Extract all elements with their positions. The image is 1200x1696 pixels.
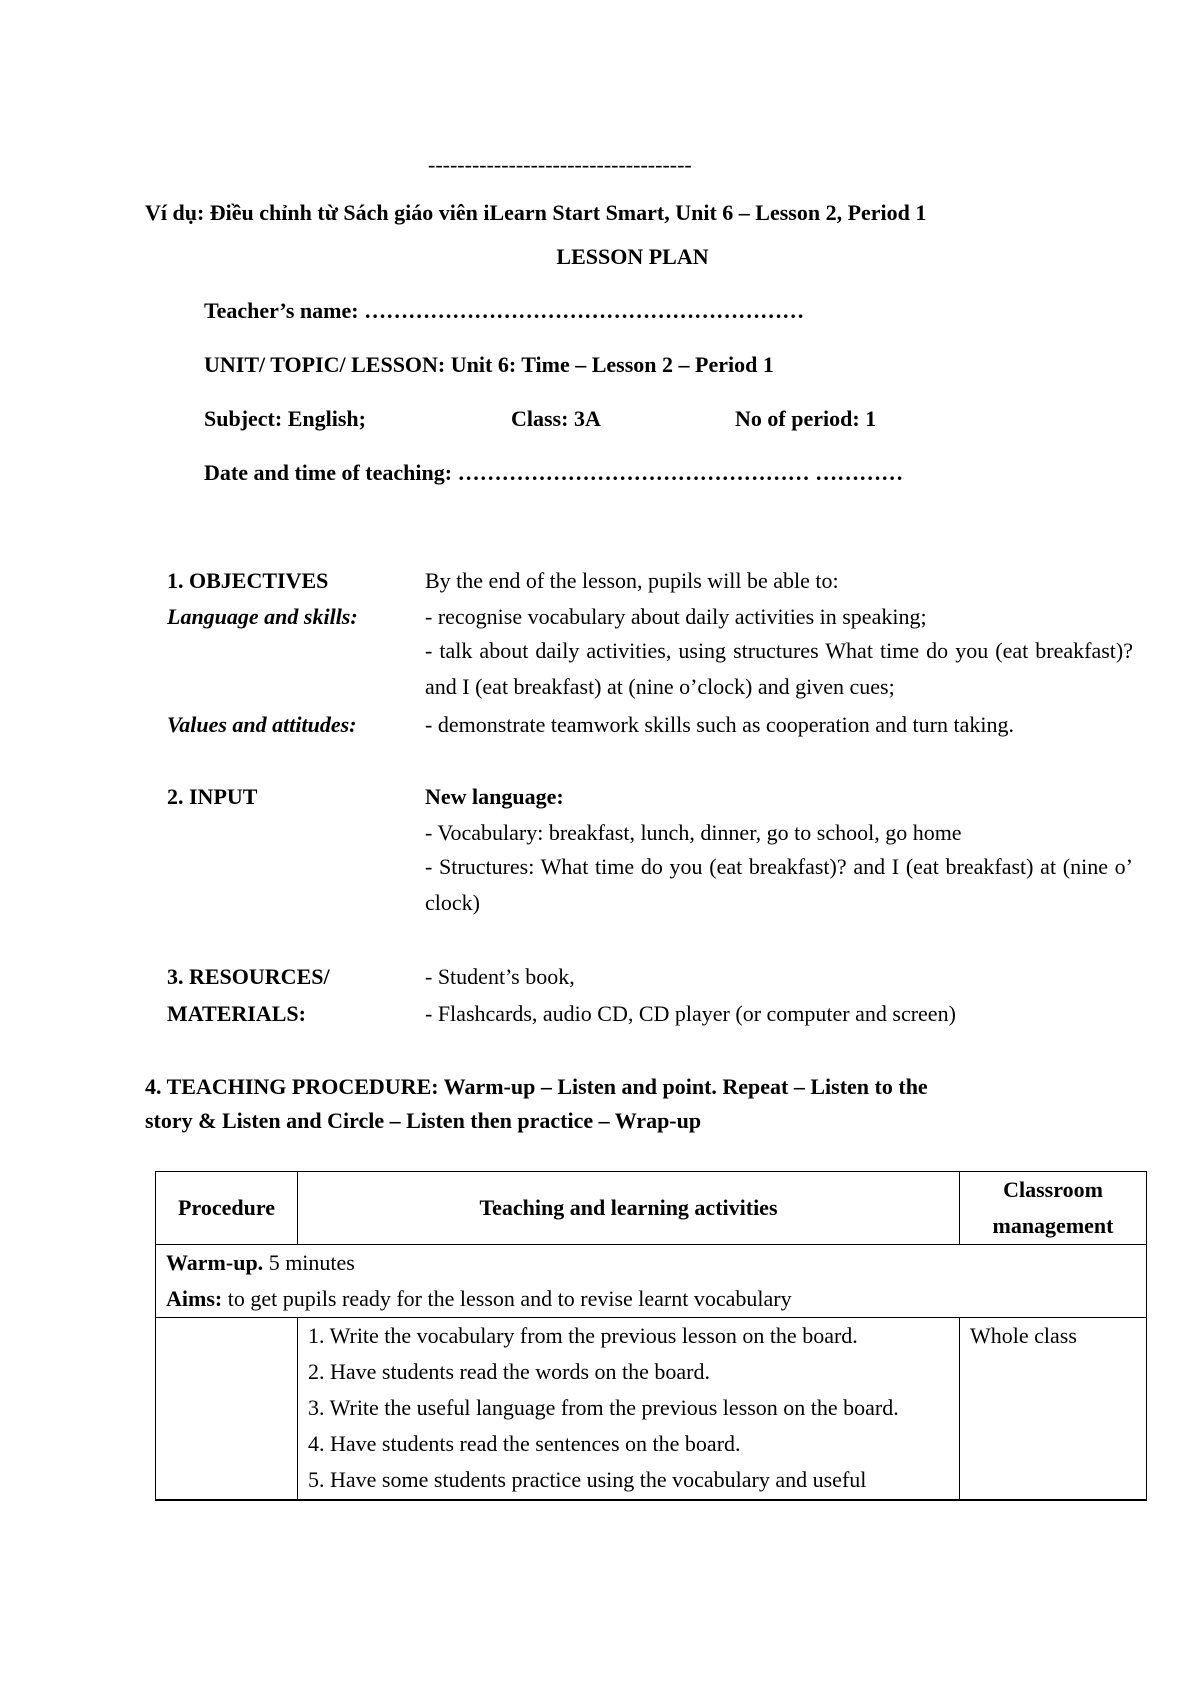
class-label: Class: 3A — [511, 406, 601, 431]
structures-line: - Structures: What time do you (eat breakfast)? and I (eat breakfast) at (nine o’ clock) — [425, 854, 1133, 915]
separator-line: ------------------------------------ — [428, 152, 692, 177]
column-header-procedure: Procedure — [156, 1172, 298, 1245]
new-language-label: New language: — [425, 784, 564, 809]
input-heading: 2. INPUT — [167, 784, 258, 809]
values-attitudes-label: Values and attitudes: — [167, 712, 357, 737]
procedure-table — [155, 1171, 1147, 1501]
objectives-intro: By the end of the lesson, pupils will be able to: — [425, 568, 839, 593]
lesson-plan-title: LESSON PLAN — [556, 244, 709, 269]
list-item: 3. Write the useful language from the previous lesson on the board. — [308, 1395, 899, 1420]
vocabulary-line: - Vocabulary: breakfast, lunch, dinner, go to school, go home — [425, 820, 962, 845]
procedure-heading: 4. TEACHING PROCEDURE: Warm-up – Listen and point. Repeat – Listen to the — [145, 1074, 928, 1099]
example-title: Ví dụ: Điều chỉnh từ Sách giáo viên iLearn Start Smart, Unit 6 – Lesson 2, Period 1 — [145, 200, 927, 225]
resources-heading-cont: MATERIALS: — [167, 1001, 306, 1026]
objectives-heading: 1. OBJECTIVES — [167, 568, 329, 593]
procedure-cell — [156, 1318, 298, 1501]
objective-item: - recognise vocabulary about daily activities in speaking; — [425, 604, 927, 629]
column-header-management — [960, 1172, 1147, 1245]
objective-item: - demonstrate teamwork skills such as cooperation and turn taking. — [425, 712, 1014, 737]
management-cell — [960, 1318, 1147, 1501]
periods-label: No of period: 1 — [735, 406, 877, 431]
stage-row — [156, 1245, 1147, 1318]
column-header-management-line: management — [992, 1213, 1114, 1238]
procedure-heading-cont: story & Listen and Circle – Listen then practice – Wrap-up — [145, 1108, 702, 1133]
resource-item: - Flashcards, audio CD, CD player (or computer and screen) — [425, 1001, 956, 1026]
aims-label: Aims: — [166, 1286, 223, 1311]
table-row — [156, 1318, 1147, 1501]
warmup-line — [166, 1245, 1136, 1281]
subject-label: Subject: English; — [204, 406, 366, 431]
aims-text: to get pupils ready for the lesson and to revise learnt vocabulary — [222, 1286, 792, 1311]
list-item: 5. Have some students practice using the vocabulary and useful — [308, 1467, 867, 1492]
objective-item: - talk about daily activities, using structures What time do you (eat breakfast)? and I (eat breakfast) at (nine o’clock) and given cues; — [425, 638, 1133, 699]
aims-line — [166, 1281, 1136, 1317]
unit-topic-line: UNIT/ TOPIC/ LESSON: Unit 6: Time – Lesson 2 – Period 1 — [204, 352, 774, 377]
list-item: 2. Have students read the words on the board. — [308, 1359, 711, 1384]
resources-heading: 3. RESOURCES/ — [167, 964, 330, 989]
teacher-name-line: Teacher’s name: …………………………………………………… — [204, 298, 805, 323]
table-header-row — [156, 1172, 1147, 1245]
list-item: 4. Have students read the sentences on the board. — [308, 1431, 741, 1456]
warmup-time: 5 minutes — [263, 1250, 355, 1275]
language-skills-label: Language and skills: — [167, 604, 358, 629]
resource-item: - Student’s book, — [425, 964, 575, 989]
list-item: 1. Write the vocabulary from the previous lesson on the board. — [308, 1323, 858, 1348]
column-header-activities: Teaching and learning activities — [298, 1172, 960, 1245]
warmup-stage-cell — [156, 1245, 1147, 1318]
date-time-line: Date and time of teaching: ………………………………………… ………… — [204, 460, 904, 485]
column-header-management-line: Classroom — [1003, 1177, 1103, 1202]
management-value: Whole class — [970, 1323, 1077, 1348]
activities-cell — [298, 1318, 960, 1501]
warmup-label: Warm-up. — [166, 1250, 264, 1275]
